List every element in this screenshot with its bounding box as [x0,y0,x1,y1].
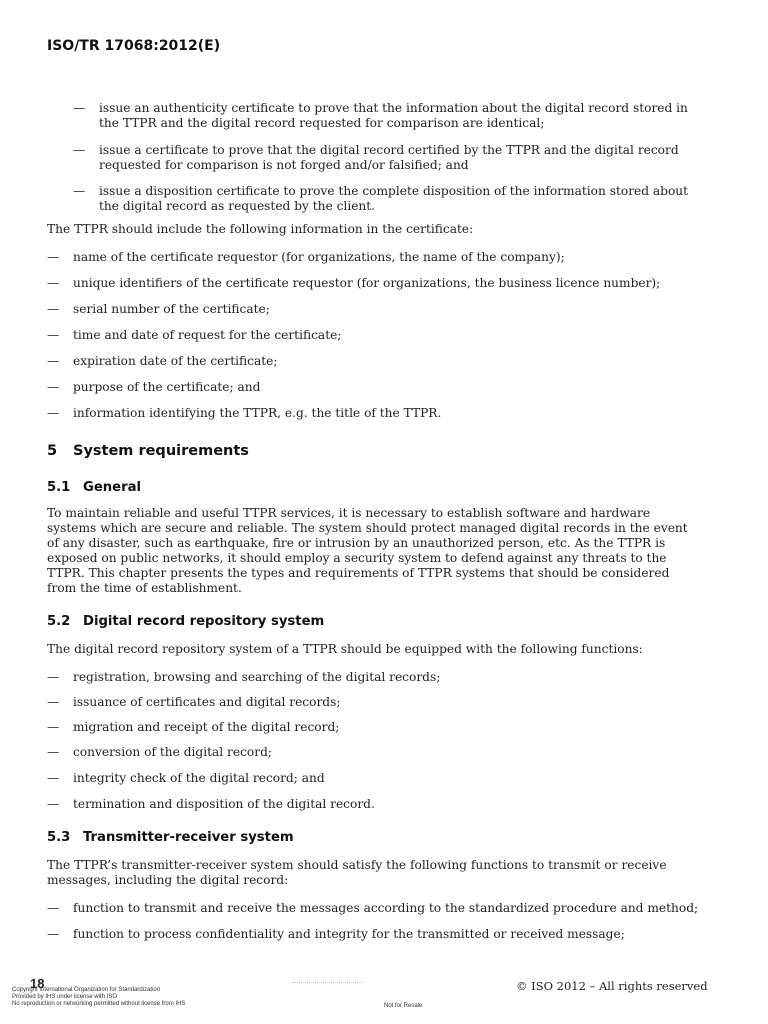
section-number: 5.3 [47,830,71,845]
page-number: 18 [30,976,45,991]
list-dash: — [47,302,60,316]
certificate-item: unique identifiers of the certificate requestor (for organizations, the business licence number); [73,276,661,290]
list-dash: — [47,406,60,420]
list-dash: — [47,927,60,941]
function-item: conversion of the digital record; [73,745,272,759]
paragraph-line: exposed on public networks, it should employ a security system to defend against any threats to the [47,551,667,565]
section-number: 5.1 [47,480,71,495]
section-intro: The digital record repository system of a TTPR should be equipped with the following functions: [47,642,643,656]
section-title: System requirements [73,443,249,459]
list-dash: — [47,276,60,290]
certificate-intro: The TTPR should include the following information in the certificate: [47,222,474,236]
function-item: termination and disposition of the digital record. [73,797,375,811]
license-line: Copyright International Organization for Standardization [12,987,161,993]
list-dash: — [73,143,86,157]
function-item: function to process confidentiality and integrity for the transmitted or received message; [73,927,625,941]
certificate-item: expiration date of the certificate; [73,354,278,368]
function-item: integrity check of the digital record; and [73,771,325,785]
certificate-item: serial number of the certificate; [73,302,270,316]
list-dash: — [47,354,60,368]
section-intro-line: The TTPR’s transmitter-receiver system should satisfy the following functions to transmit or receive [47,858,667,872]
certificate-item: name of the certificate requestor (for organizations, the name of the company); [73,250,565,264]
list-dash: — [47,250,60,264]
section-intro-line: messages, including the digital record: [47,873,289,887]
list-dash: — [47,745,60,759]
list-dash: — [47,720,60,734]
section-5-heading [47,443,249,459]
list-dash: — [73,184,86,198]
document-header: ISO/TR 17068:2012(E) [47,38,221,54]
section-number: 5.2 [47,614,71,629]
certificate-item: time and date of request for the certificate; [73,328,342,342]
function-item: issuance of certificates and digital records; [73,695,341,709]
certificate-item: purpose of the certificate; and [73,380,261,394]
paragraph-line: from the time of establishment. [47,581,242,595]
list-dash: — [47,695,60,709]
function-item: migration and receipt of the digital record; [73,720,340,734]
list-item-line: the digital record as requested by the client. [99,199,376,213]
copyright-notice: © ISO 2012 – All rights reserved [516,979,708,993]
section-5-3-heading [47,830,294,845]
section-5-1-heading [47,480,141,495]
list-dash: — [47,797,60,811]
resale-notice: Not for Resale [384,1003,423,1009]
list-dash: — [47,771,60,785]
section-title: Digital record repository system [83,614,325,629]
list-dash: — [73,101,86,115]
license-line: Provided by IHS under license with ISO [12,994,118,1000]
paragraph-line: systems which are secure and reliable. The system should protect managed digital records in the event [47,521,688,535]
footer-divider [292,982,364,984]
function-item: function to transmit and receive the messages according to the standardized procedure and method; [73,901,699,915]
list-item-line: issue an authenticity certificate to prove that the information about the digital record stored in [99,101,688,115]
section-5-2-heading [47,614,324,629]
list-dash: — [47,328,60,342]
paragraph-line: To maintain reliable and useful TTPR services, it is necessary to establish software and hardware [47,506,651,520]
section-title: Transmitter-receiver system [83,830,294,845]
list-dash: — [47,380,60,394]
list-item-line: requested for comparison is not forged and/or falsified; and [99,158,469,172]
list-dash: — [47,670,60,684]
paragraph-line: TTPR. This chapter presents the types and requirements of TTPR systems that should be considered [47,566,670,580]
function-item: registration, browsing and searching of the digital records; [73,670,441,684]
list-dash: — [47,901,60,915]
section-title: General [83,480,142,495]
license-line: No reproduction or networking permitted without license from IHS [12,1001,186,1007]
certificate-item: information identifying the TTPR, e.g. the title of the TTPR. [73,406,442,420]
list-item-line: the TTPR and the digital record requested for comparison are identical; [99,116,545,130]
list-item-line: issue a disposition certificate to prove the complete disposition of the information stored about [99,184,689,198]
paragraph-line: of any disaster, such as earthquake, fire or intrusion by an unauthorized person, etc. As the TTPR is [47,536,666,550]
list-item-line: issue a certificate to prove that the digital record certified by the TTPR and the digital record [99,143,679,157]
section-number: 5 [47,443,58,459]
